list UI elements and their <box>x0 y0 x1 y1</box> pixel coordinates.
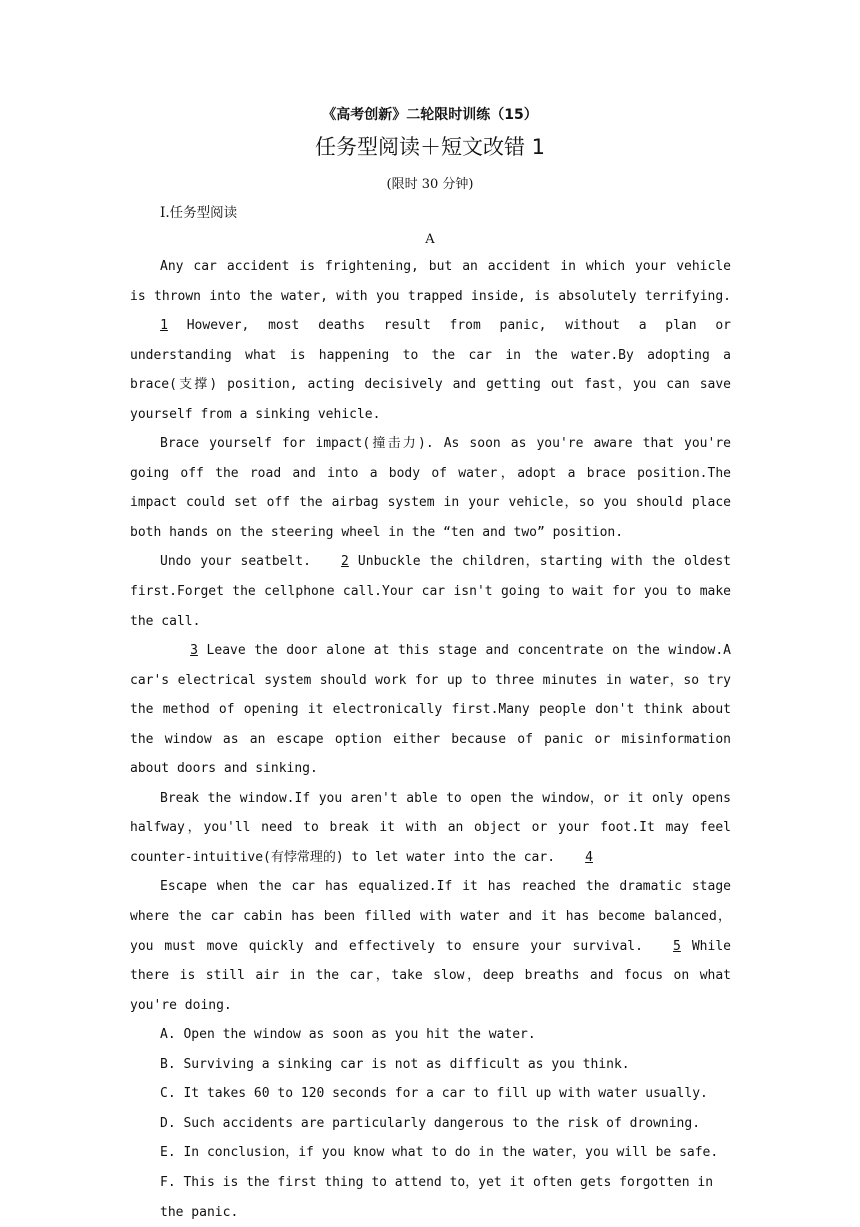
options-list <box>130 1020 731 1227</box>
option-f: F. This is the first thing to attend to，yet it often gets forgotten in the panic. <box>160 1174 714 1220</box>
option-e: E. In conclusion，if you know what to do in the water，you will be safe. <box>160 1145 719 1161</box>
option-c: C. It takes 60 to 120 seconds for a car to fill up with water usually. <box>160 1086 708 1102</box>
answer-blank-1: 1 <box>160 318 168 334</box>
paragraph-3: Undo your seatbelt. 2 Unbuckle the children，starting with the oldest first.Forget the cellphone call.Your car isn't going to wait for you to make the call. <box>130 547 731 636</box>
option-d: D. Such accidents are particularly dangerous to the risk of drowning. <box>160 1115 701 1131</box>
paragraph-6: Escape when the car has equalized.If it has reached the dramatic stage where the car cabin has been filled with water and it has become balanced，you must move quickly and effectively to ensure your survival. 5 While there is still air in the car，take slow，deep breaths and focus on what you're doing. <box>130 879 731 1013</box>
reading-content <box>130 252 731 1227</box>
paragraph-5: Break the window.If you aren't able to open the window，or it only opens halfway，you'll need to break it with an object or your foot.It may feel counter-intuitive(有悖常理的) to let water into the car. 4 <box>130 784 731 873</box>
paragraph-2: Brace yourself for impact(撞击力). As soon as you're aware that you're going off the road and into a body of water，adopt a brace position.The impact could set off the airbag system in your vehicle，so you should place both hands on the steering wheel in the “ten and two” position. <box>130 436 731 540</box>
paragraph-1: Any car accident is frightening, but an accident in which your vehicle is thrown into the water, with you trapped inside, is absolutely terrifying.1 However, most deaths result from panic, without a plan or understanding what is happening to the car in the water.By adopting a brace(支撑) position, acting decisively and getting out fast，you can save yourself from a sinking vehicle. <box>130 259 731 422</box>
series-heading: 《高考创新》二轮限时训练（15） <box>322 107 538 123</box>
page-title: 任务型阅读＋短文改错 1 <box>314 135 546 159</box>
answer-blank-2: 2 <box>341 554 349 570</box>
section-heading: Ⅰ.任务型阅读 <box>160 205 238 221</box>
option-b: B. Surviving a sinking car is not as difficult as you think. <box>160 1056 630 1072</box>
option-a: A. Open the window as soon as you hit the water. <box>160 1027 536 1043</box>
time-limit: (限时 30 分钟) <box>386 177 474 192</box>
answer-blank-3: 3 <box>190 643 198 659</box>
passage-label: A <box>425 232 435 247</box>
answer-blank-5: 5 <box>673 938 681 954</box>
paragraph-4: 3 Leave the door alone at this stage and concentrate on the window.A car's electrical system should work for up to three minutes in water，so try the method of opening it electronically first.Many people don't think about the window as an escape option either because of panic or misinformation about doors and sinking. <box>130 636 731 784</box>
answer-blank-4: 4 <box>585 849 593 865</box>
